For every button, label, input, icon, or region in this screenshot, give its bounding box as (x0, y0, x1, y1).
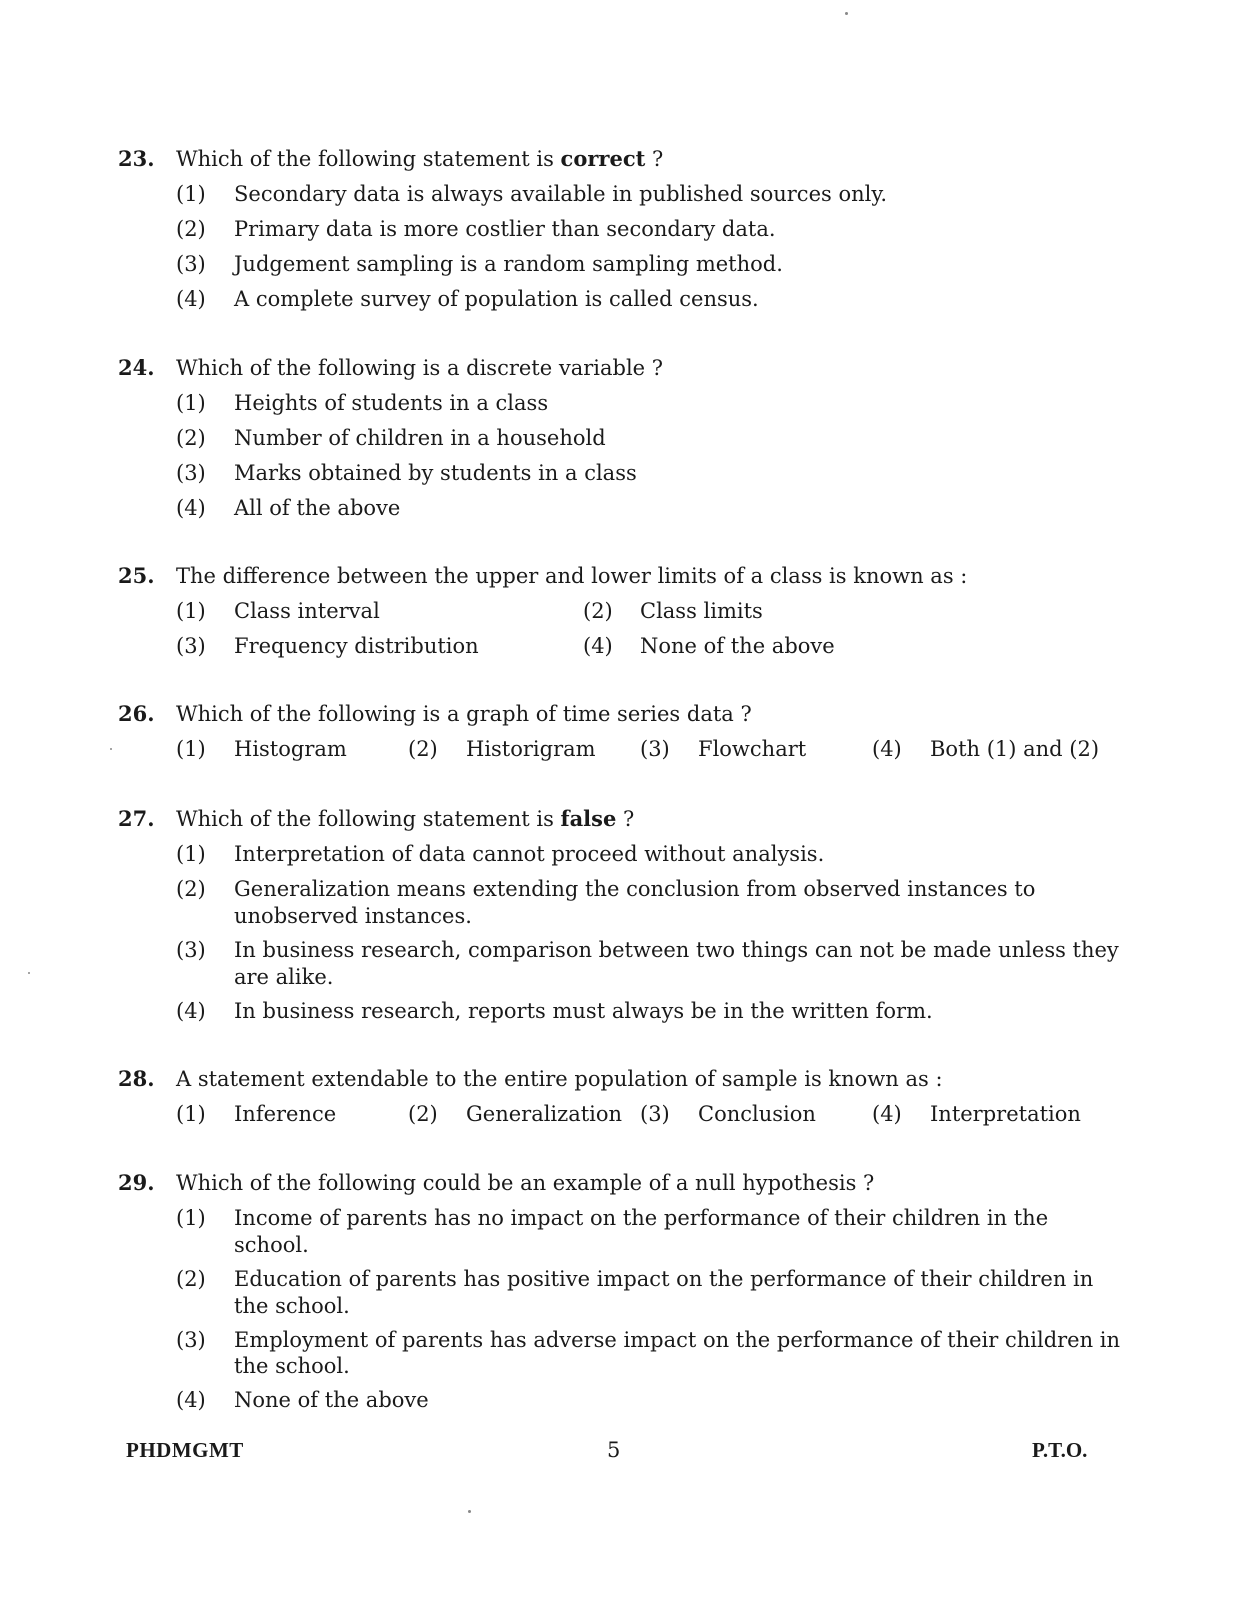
question-28 (118, 1066, 1128, 1129)
option-3-number: (3) (640, 737, 670, 761)
question-29 (118, 1170, 1128, 1415)
option-4-number: (4) (583, 634, 613, 658)
question-text: Which of the following statement is false ? (176, 806, 635, 831)
option-1-number: (1) (176, 1102, 206, 1126)
option-3-text: Conclusion (698, 1102, 816, 1126)
question-number: 23. (118, 146, 155, 171)
option-4-text: Interpretation (930, 1102, 1081, 1126)
question-text: A statement extendable to the entire population of sample is known as : (176, 1067, 943, 1091)
option-4: (4) None of the above (176, 1388, 429, 1413)
options-row (118, 1101, 1128, 1129)
question-number: 24. (118, 355, 155, 380)
paper-code: PHDMGMT (126, 1438, 244, 1462)
option-2-number: (2) (583, 599, 613, 623)
option-3-text: Flowchart (698, 737, 807, 761)
option-3-text: Frequency distribution (234, 634, 479, 658)
options-row-1 (118, 598, 1128, 626)
options-row (118, 736, 1128, 764)
question-stem (118, 1170, 1128, 1198)
option-1: (1) Secondary data is always available in published sources only. (176, 182, 888, 206)
question-24 (118, 355, 1128, 523)
options-row-2 (118, 633, 1128, 661)
option-1-number: (1) (176, 599, 206, 623)
option-2: (2) Generalization means extending the conclusion from observed instances to unobserved instances. (176, 877, 1036, 928)
question-27 (118, 806, 1128, 1026)
question-stem (118, 806, 1128, 834)
question-stem (118, 146, 1128, 174)
option-3: (3) Marks obtained by students in a class (176, 461, 637, 485)
scan-speck (845, 12, 848, 15)
scan-speck (28, 972, 30, 974)
option-2-text: Class limits (640, 599, 763, 623)
please-turn-over: P.T.O. (1032, 1438, 1088, 1462)
option-1-text: Inference (234, 1102, 337, 1126)
scan-speck (468, 1510, 471, 1513)
option-2-number: (2) (408, 737, 438, 761)
page-number: 5 (607, 1438, 621, 1462)
option-3: (3) In business research, comparison between two things can not be made unless they are alike. (176, 937, 1119, 989)
question-number: 27. (118, 806, 155, 831)
question-number: 28. (118, 1066, 155, 1091)
option-2: (2) Number of children in a household (176, 426, 606, 450)
option-2: (2) Primary data is more costlier than secondary data. (176, 217, 776, 241)
option-4-number: (4) (872, 737, 902, 761)
option-4-number: (4) (872, 1102, 902, 1126)
question-stem (118, 701, 1128, 729)
option-1: (1) Heights of students in a class (176, 391, 549, 415)
question-text: Which of the following is a discrete variable ? (176, 356, 664, 380)
question-text: Which of the following could be an example of a null hypothesis ? (176, 1171, 875, 1195)
option-4-text: None of the above (640, 634, 835, 658)
option-1: (1) Interpretation of data cannot proceed without analysis. (176, 842, 825, 866)
option-4-text: Both (1) and (2) (930, 737, 1100, 761)
question-number: 25. (118, 563, 155, 588)
option-1-text: Histogram (234, 737, 347, 761)
question-text: The difference between the upper and lower limits of a class is known as : (176, 564, 968, 588)
option-1: (1) Income of parents has no impact on the performance of their children in the school. (176, 1206, 1049, 1257)
question-23 (118, 146, 1128, 314)
question-26 (118, 701, 1128, 764)
option-4: (4) A complete survey of population is called census. (176, 287, 759, 311)
question-number: 26. (118, 701, 155, 726)
question-text: Which of the following statement is correct ? (176, 146, 664, 171)
option-1-number: (1) (176, 737, 206, 761)
option-3-number: (3) (176, 634, 206, 658)
question-stem (118, 1066, 1128, 1094)
question-25 (118, 563, 1128, 661)
question-text: Which of the following is a graph of time series data ? (176, 702, 752, 726)
option-4: (4) In business research, reports must always be in the written form. (176, 998, 933, 1023)
option-2: (2) Education of parents has positive impact on the performance of their children in the school. (176, 1266, 1094, 1318)
option-2-number: (2) (408, 1102, 438, 1126)
option-3: (3) Judgement sampling is a random sampling method. (176, 252, 783, 276)
question-stem (118, 355, 1128, 383)
option-1-text: Class interval (234, 599, 380, 623)
option-2-text: Historigram (466, 737, 596, 761)
question-number: 29. (118, 1170, 155, 1195)
option-3: (3) Employment of parents has adverse impact on the performance of their children in the school. (176, 1327, 1121, 1379)
option-2-text: Generalization (466, 1102, 623, 1126)
option-4: (4) All of the above (176, 496, 401, 520)
scan-speck (110, 748, 112, 750)
question-stem (118, 563, 1128, 591)
option-3-number: (3) (640, 1102, 670, 1126)
